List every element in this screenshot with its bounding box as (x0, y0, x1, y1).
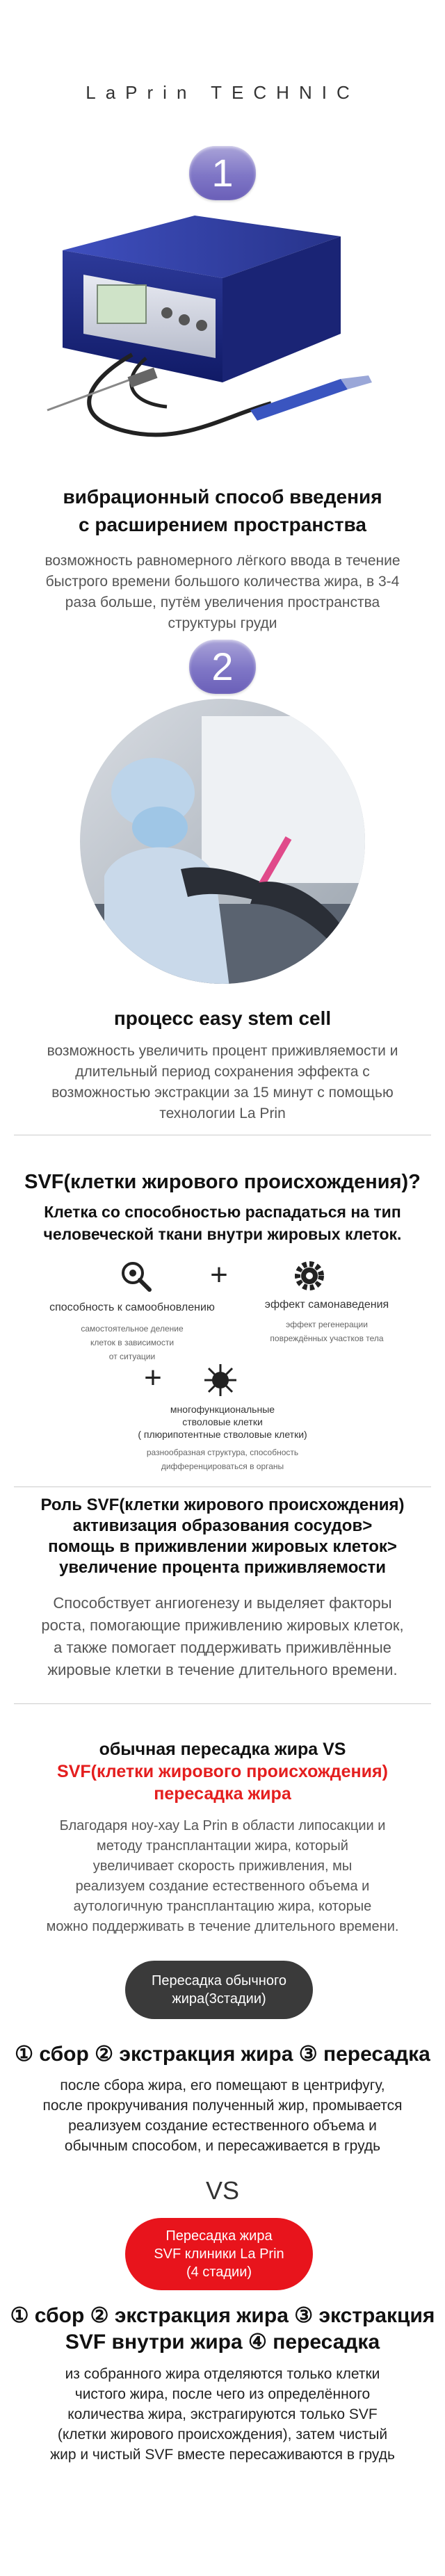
section2-text-line4: технологии La Prin (159, 1105, 286, 1121)
stem-cell-icon (202, 1361, 239, 1399)
compare-line1: обычная пересадка жира VS (99, 1740, 346, 1759)
feature3-desc-line1: разнообразная структура, способность (146, 1448, 299, 1457)
lab-photo-circle (76, 695, 369, 987)
feature2-title: эффект самонаведения (264, 1299, 389, 1311)
role-text-line1: Способствует ангиогенезу и выделяет факторы (53, 1594, 392, 1612)
laprin-text-line1: из собранного жира отделяются только клетки (65, 2366, 380, 2382)
laprin-pill-line3: (4 стадии) (186, 2265, 252, 2280)
feature1-desc-line2: клеток в зависимости (90, 1338, 175, 1347)
laprin-steps-line2: SVF внутри жира ④ пересадка (65, 2331, 380, 2354)
page-title: LaPrin TECHNIC (86, 82, 359, 103)
section1-text-line3: раза больше, путём увеличения пространства (65, 594, 380, 610)
compare-text-line2: методу трансплантации жира, который (97, 1838, 348, 1854)
compare-text-line1: Благодаря ноу-хау La Prin в области липосакции и (59, 1818, 386, 1833)
compare-text-line5: аутологичную трансплантацию жира, которые (73, 1899, 372, 1914)
ordinary-steps: ① сбор ② экстракция жира ③ пересадка (15, 2043, 430, 2066)
plus-icon: + (144, 1361, 162, 1395)
role-text-line4: жировые клетки в течение длительного времени. (47, 1661, 398, 1678)
gear-icon (292, 1258, 327, 1293)
vs-label: VS (205, 2176, 240, 2205)
ordinary-text-line1: после сбора жира, его помещают в центрифугу, (60, 2077, 385, 2093)
laprin-text-line5: жир и чистый SVF вместе пересаживаются в грудь (50, 2447, 395, 2463)
section2-text-line1: возможность увеличить процент приживляемости и (47, 1043, 398, 1059)
plus-icon: + (210, 1258, 228, 1292)
compare-text-line4: реализуем создание естественного объема и (75, 1879, 370, 1894)
section1-heading-line1: вибрационный способ введения (63, 486, 382, 508)
feature1-title: способность к самообновлению (49, 1302, 215, 1313)
step-number-badge: 2 (189, 640, 256, 694)
feature2-desc-line1: эффект регенерации (286, 1320, 368, 1329)
role-heading-line3: помощь в приживлении жировых клеток> (48, 1537, 397, 1556)
section1-heading-line2: с расширением пространства (79, 514, 366, 535)
laprin-text-line2: чистого жира, после чего из определённого (74, 2386, 371, 2402)
feature2-desc-line2: повреждённых участков тела (270, 1334, 384, 1343)
ordinary-text-line4: обычным способом, и пересаживается в грудь (64, 2138, 381, 2154)
ordinary-pill-line2: жира(3стадии) (172, 1991, 266, 2007)
step-number-badge: 1 (189, 146, 256, 200)
device-illustration (42, 209, 403, 473)
role-heading-line2: активизация образования сосудов> (72, 1516, 373, 1535)
section1-text-line1: возможность равномерного лёгкого ввода в течение (44, 553, 400, 569)
section2-heading: процесс easy stem cell (113, 1007, 332, 1029)
svf-subheading-line1: Клетка со способностью распадаться на тип (44, 1203, 401, 1221)
ordinary-text-line3: реализуем создание естественного объема и (68, 2118, 377, 2134)
laprin-text-line3: количества жира, экстрагируются только SVF (67, 2406, 378, 2422)
svf-heading: SVF(клетки жирового происхождения)? (24, 1171, 421, 1193)
laprin-text-line4: (клетки жирового происхождения), затем чистый (57, 2427, 388, 2443)
feature1-desc-line3: от ситуации (108, 1352, 156, 1361)
feature3-title-line3: ( плюрипотентные стволовые клетки) (138, 1429, 307, 1440)
compare-text-line3: увеличивает скорость приживления, мы (92, 1858, 353, 1874)
role-text-line3: а также помогает поддерживать приживлённые (54, 1639, 391, 1656)
section1-text-line2: быстрого времени большого количества жира, в 3-4 (45, 574, 400, 590)
section1-text-line4: структуры груди (168, 615, 277, 631)
laprin-pill-line2: SVF клиники La Prin (154, 2246, 284, 2262)
ordinary-text-line2: после прокручивания полученный жир, промывается (42, 2098, 403, 2114)
section2-text-line3: возможностью экстракции за 15 минут с помощью (51, 1085, 394, 1101)
compare-text-line6: можно поддерживать в течение длительного времени. (46, 1919, 399, 1934)
role-heading-line1: Роль SVF(клетки жирового происхождения) (40, 1496, 405, 1514)
ordinary-transfer-pill (125, 1961, 313, 2019)
feature3-desc-line2: дифференцироваться в органы (161, 1461, 284, 1471)
laprin-transfer-pill (125, 2218, 313, 2290)
feature1-desc-line1: самостоятельное деление (81, 1324, 184, 1334)
compare-line3: пересадка жира (154, 1784, 291, 1804)
laprin-pill-line1: Пересадка жира (165, 2228, 273, 2244)
section2-text-line2: длительный период сохранения эффекта с (75, 1064, 370, 1080)
role-text-line2: роста, помогающие приживлению жировых клеток, (41, 1617, 404, 1634)
divider (14, 1703, 431, 1704)
feature3-title-line1: многофункциональные (170, 1404, 275, 1415)
laprin-steps-line1: ① сбор ② экстракция жира ③ экстракция (10, 2304, 435, 2327)
svf-subheading-line2: человеческой ткани внутри жировых клеток. (43, 1225, 402, 1243)
role-heading-line4: увеличение процента приживляемости (59, 1558, 386, 1577)
compare-line2: SVF(клетки жирового происхождения) (57, 1762, 388, 1781)
magnifier-icon (118, 1258, 153, 1293)
ordinary-pill-line1: Пересадка обычного (152, 1973, 286, 1988)
feature3-title-line2: стволовые клетки (182, 1416, 263, 1427)
